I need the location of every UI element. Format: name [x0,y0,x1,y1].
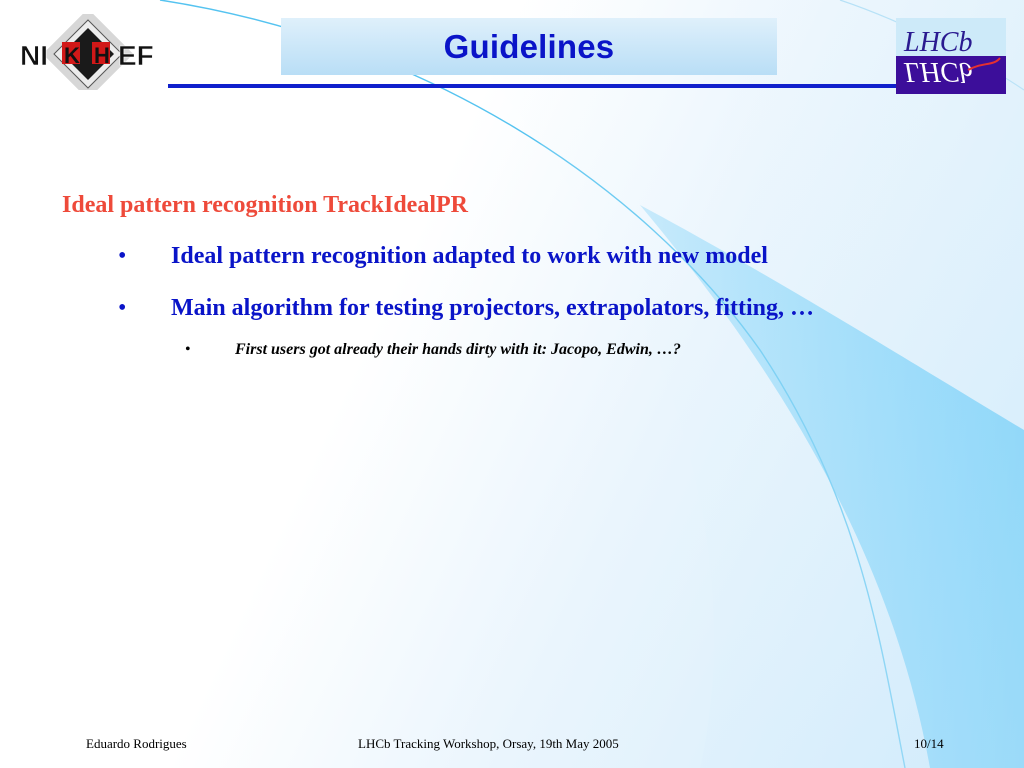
footer-event: LHCb Tracking Workshop, Orsay, 19th May 2005 [358,736,619,751]
sub-bullet-marker: • [185,341,191,358]
sub-bullet-text: First users got already their hands dirty with it: Jacopo, Edwin, …? [235,341,681,358]
bullet-marker: • [118,243,127,269]
lhcb-logo [896,18,1006,94]
background-wash [420,0,1024,768]
sub-bullet-item [185,341,681,359]
bullet-marker: • [118,295,127,321]
svg-text:NI: NI [20,40,48,71]
section-heading: Ideal pattern recognition TrackIdealPR [62,192,468,218]
svg-text:EF: EF [118,40,154,71]
footer-author: Eduardo Rodrigues [86,736,187,751]
bullet-item [118,295,814,322]
bullet-item [118,243,768,270]
svg-text:K: K [64,43,80,68]
footer-page-number: 10/14 [914,736,944,751]
bullet-text: Main algorithm for testing projectors, extrapolators, fitting, … [171,295,814,321]
slide-title: Guidelines [443,27,615,65]
svg-text:H: H [94,43,110,68]
title-box [281,18,777,75]
title-underline [168,84,910,88]
lhcb-logo-text: LHCb [904,27,973,58]
lhcb-logo-reflection: LHCb [904,56,973,87]
nikhef-logo [14,14,166,90]
bullet-text: Ideal pattern recognition adapted to work with new model [171,243,768,269]
